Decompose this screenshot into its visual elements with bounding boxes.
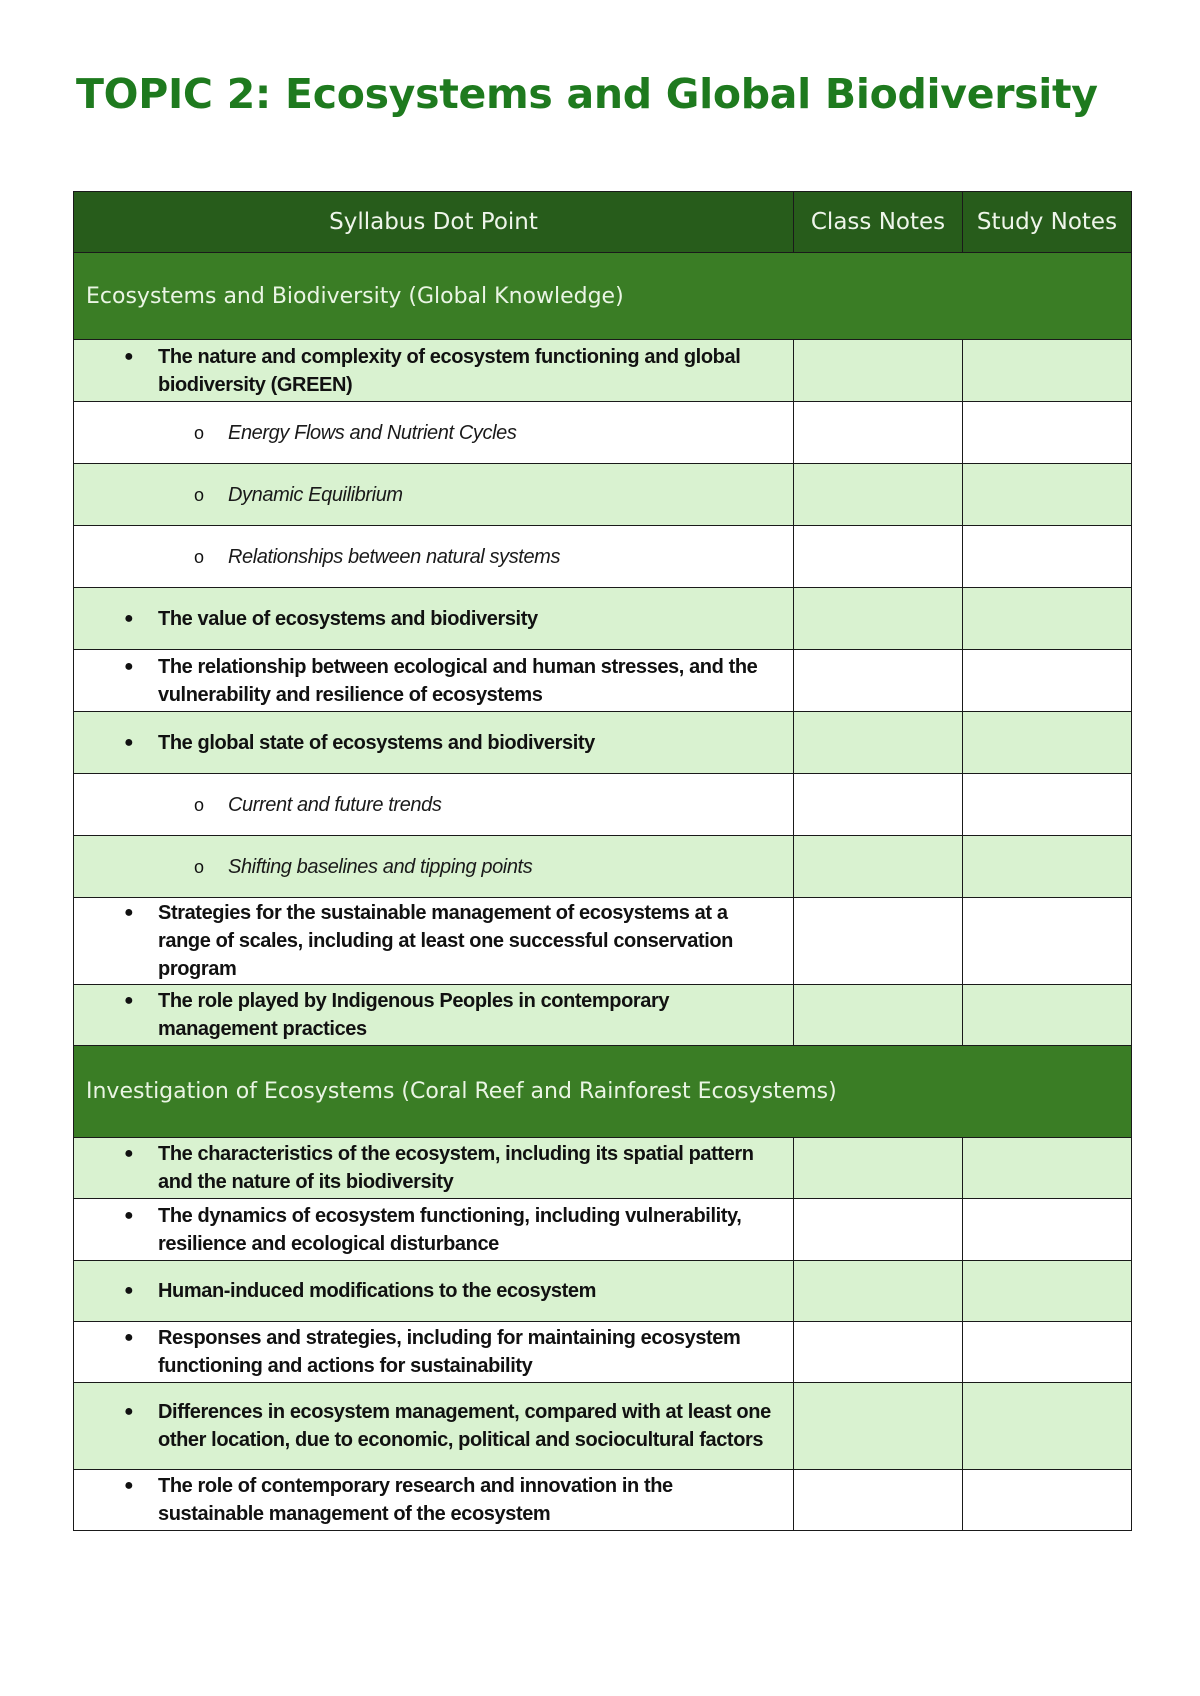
study-notes-cell[interactable] <box>963 1138 1132 1199</box>
table-row <box>74 1383 1132 1470</box>
syllabus-point: ● Differences in ecosystem management, compared with at least one other location, due to economic, political and sociocultural factors <box>74 1383 794 1470</box>
bullet-icon: ● <box>124 1477 134 1494</box>
circle-bullet-icon: o <box>194 422 205 443</box>
syllabus-point: ● The role played by Indigenous Peoples in contemporary management practices <box>74 985 794 1046</box>
bullet-icon: ● <box>124 1206 134 1224</box>
syllabus-subpoint: o Energy Flows and Nutrient Cycles <box>74 402 794 464</box>
class-notes-cell[interactable] <box>794 712 963 774</box>
circle-bullet-icon: o <box>194 484 205 505</box>
section-row <box>74 253 1132 340</box>
study-notes-cell[interactable] <box>963 712 1132 774</box>
class-notes-cell[interactable] <box>794 526 963 588</box>
study-notes-cell[interactable] <box>963 1199 1132 1261</box>
table-header-row <box>74 192 1132 253</box>
class-notes-cell[interactable] <box>794 774 963 836</box>
syllabus-point: ● Strategies for the sustainable management of ecosystems at a range of scales, including at least one successful conservation program <box>74 898 794 985</box>
table-row <box>74 1322 1132 1383</box>
syllabus-subpoint: o Shifting baselines and tipping points <box>74 836 794 898</box>
study-notes-cell[interactable] <box>963 1322 1132 1383</box>
bullet-icon: ● <box>124 904 134 921</box>
class-notes-cell[interactable] <box>794 402 963 464</box>
header-syllabus-dot-point: Syllabus Dot Point <box>74 192 794 253</box>
study-notes-cell[interactable] <box>963 464 1132 526</box>
bullet-icon: ● <box>124 1145 134 1162</box>
table-row <box>74 526 1132 588</box>
table-row <box>74 1199 1132 1261</box>
table-row <box>74 985 1132 1046</box>
bullet-icon: ● <box>124 609 134 627</box>
circle-bullet-icon: o <box>194 856 205 877</box>
syllabus-subpoint: o Current and future trends <box>74 774 794 836</box>
bullet-icon: ● <box>124 1329 134 1346</box>
table-row <box>74 650 1132 712</box>
class-notes-cell[interactable] <box>794 1261 963 1322</box>
table-row <box>74 712 1132 774</box>
syllabus-point: ● The dynamics of ecosystem functioning, including vulnerability, resilience and ecological disturbance <box>74 1199 794 1261</box>
class-notes-cell[interactable] <box>794 1470 963 1531</box>
bullet-icon: ● <box>124 347 134 365</box>
syllabus-point: ● The global state of ecosystems and biodiversity <box>74 712 794 774</box>
study-notes-cell[interactable] <box>963 588 1132 650</box>
table-row <box>74 340 1132 402</box>
class-notes-cell[interactable] <box>794 650 963 712</box>
study-notes-cell[interactable] <box>963 1383 1132 1470</box>
table-row <box>74 1138 1132 1199</box>
bullet-icon: ● <box>124 1282 134 1299</box>
syllabus-point: ● The role of contemporary research and innovation in the sustainable management of the ecosystem <box>74 1470 794 1531</box>
bullet-icon: ● <box>124 733 134 751</box>
syllabus-table <box>73 191 1132 1531</box>
section-heading: Ecosystems and Biodiversity (Global Knowledge) <box>74 253 1132 340</box>
class-notes-cell[interactable] <box>794 985 963 1046</box>
study-notes-cell[interactable] <box>963 836 1132 898</box>
study-notes-cell[interactable] <box>963 774 1132 836</box>
class-notes-cell[interactable] <box>794 340 963 402</box>
study-notes-cell[interactable] <box>963 402 1132 464</box>
study-notes-cell[interactable] <box>963 985 1132 1046</box>
bullet-icon: ● <box>124 992 134 1009</box>
table-row <box>74 774 1132 836</box>
bullet-icon: ● <box>124 657 134 675</box>
study-notes-cell[interactable] <box>963 340 1132 402</box>
syllabus-subpoint: o Dynamic Equilibrium <box>74 464 794 526</box>
class-notes-cell[interactable] <box>794 898 963 985</box>
page-title: TOPIC 2: Ecosystems and Global Biodiversity <box>76 70 1098 118</box>
study-notes-cell[interactable] <box>963 898 1132 985</box>
study-notes-cell[interactable] <box>963 1470 1132 1531</box>
header-class-notes: Class Notes <box>794 192 963 253</box>
table-row <box>74 588 1132 650</box>
class-notes-cell[interactable] <box>794 1138 963 1199</box>
table-row <box>74 1261 1132 1322</box>
syllabus-point: ● Human-induced modifications to the ecosystem <box>74 1261 794 1322</box>
table-row <box>74 402 1132 464</box>
section-heading: Investigation of Ecosystems (Coral Reef and Rainforest Ecosystems) <box>74 1046 1132 1138</box>
table-row <box>74 898 1132 985</box>
bullet-icon: ● <box>124 1403 134 1420</box>
study-notes-cell[interactable] <box>963 1261 1132 1322</box>
section-row <box>74 1046 1132 1138</box>
syllabus-point: ● The value of ecosystems and biodiversity <box>74 588 794 650</box>
table-row <box>74 1470 1132 1531</box>
study-notes-cell[interactable] <box>963 650 1132 712</box>
syllabus-subpoint: o Relationships between natural systems <box>74 526 794 588</box>
class-notes-cell[interactable] <box>794 464 963 526</box>
circle-bullet-icon: o <box>194 546 205 567</box>
class-notes-cell[interactable] <box>794 1383 963 1470</box>
syllabus-point: ● The nature and complexity of ecosystem functioning and global biodiversity (GREEN) <box>74 340 794 402</box>
class-notes-cell[interactable] <box>794 1322 963 1383</box>
table-row <box>74 836 1132 898</box>
syllabus-point: ● The characteristics of the ecosystem, including its spatial pattern and the nature of its biodiversity <box>74 1138 794 1199</box>
class-notes-cell[interactable] <box>794 836 963 898</box>
circle-bullet-icon: o <box>194 794 205 815</box>
syllabus-point: ● Responses and strategies, including for maintaining ecosystem functioning and actions for sustainability <box>74 1322 794 1383</box>
header-study-notes: Study Notes <box>963 192 1132 253</box>
class-notes-cell[interactable] <box>794 1199 963 1261</box>
study-notes-cell[interactable] <box>963 526 1132 588</box>
class-notes-cell[interactable] <box>794 588 963 650</box>
syllabus-point: ● The relationship between ecological and human stresses, and the vulnerability and resilience of ecosystems <box>74 650 794 712</box>
table-row <box>74 464 1132 526</box>
